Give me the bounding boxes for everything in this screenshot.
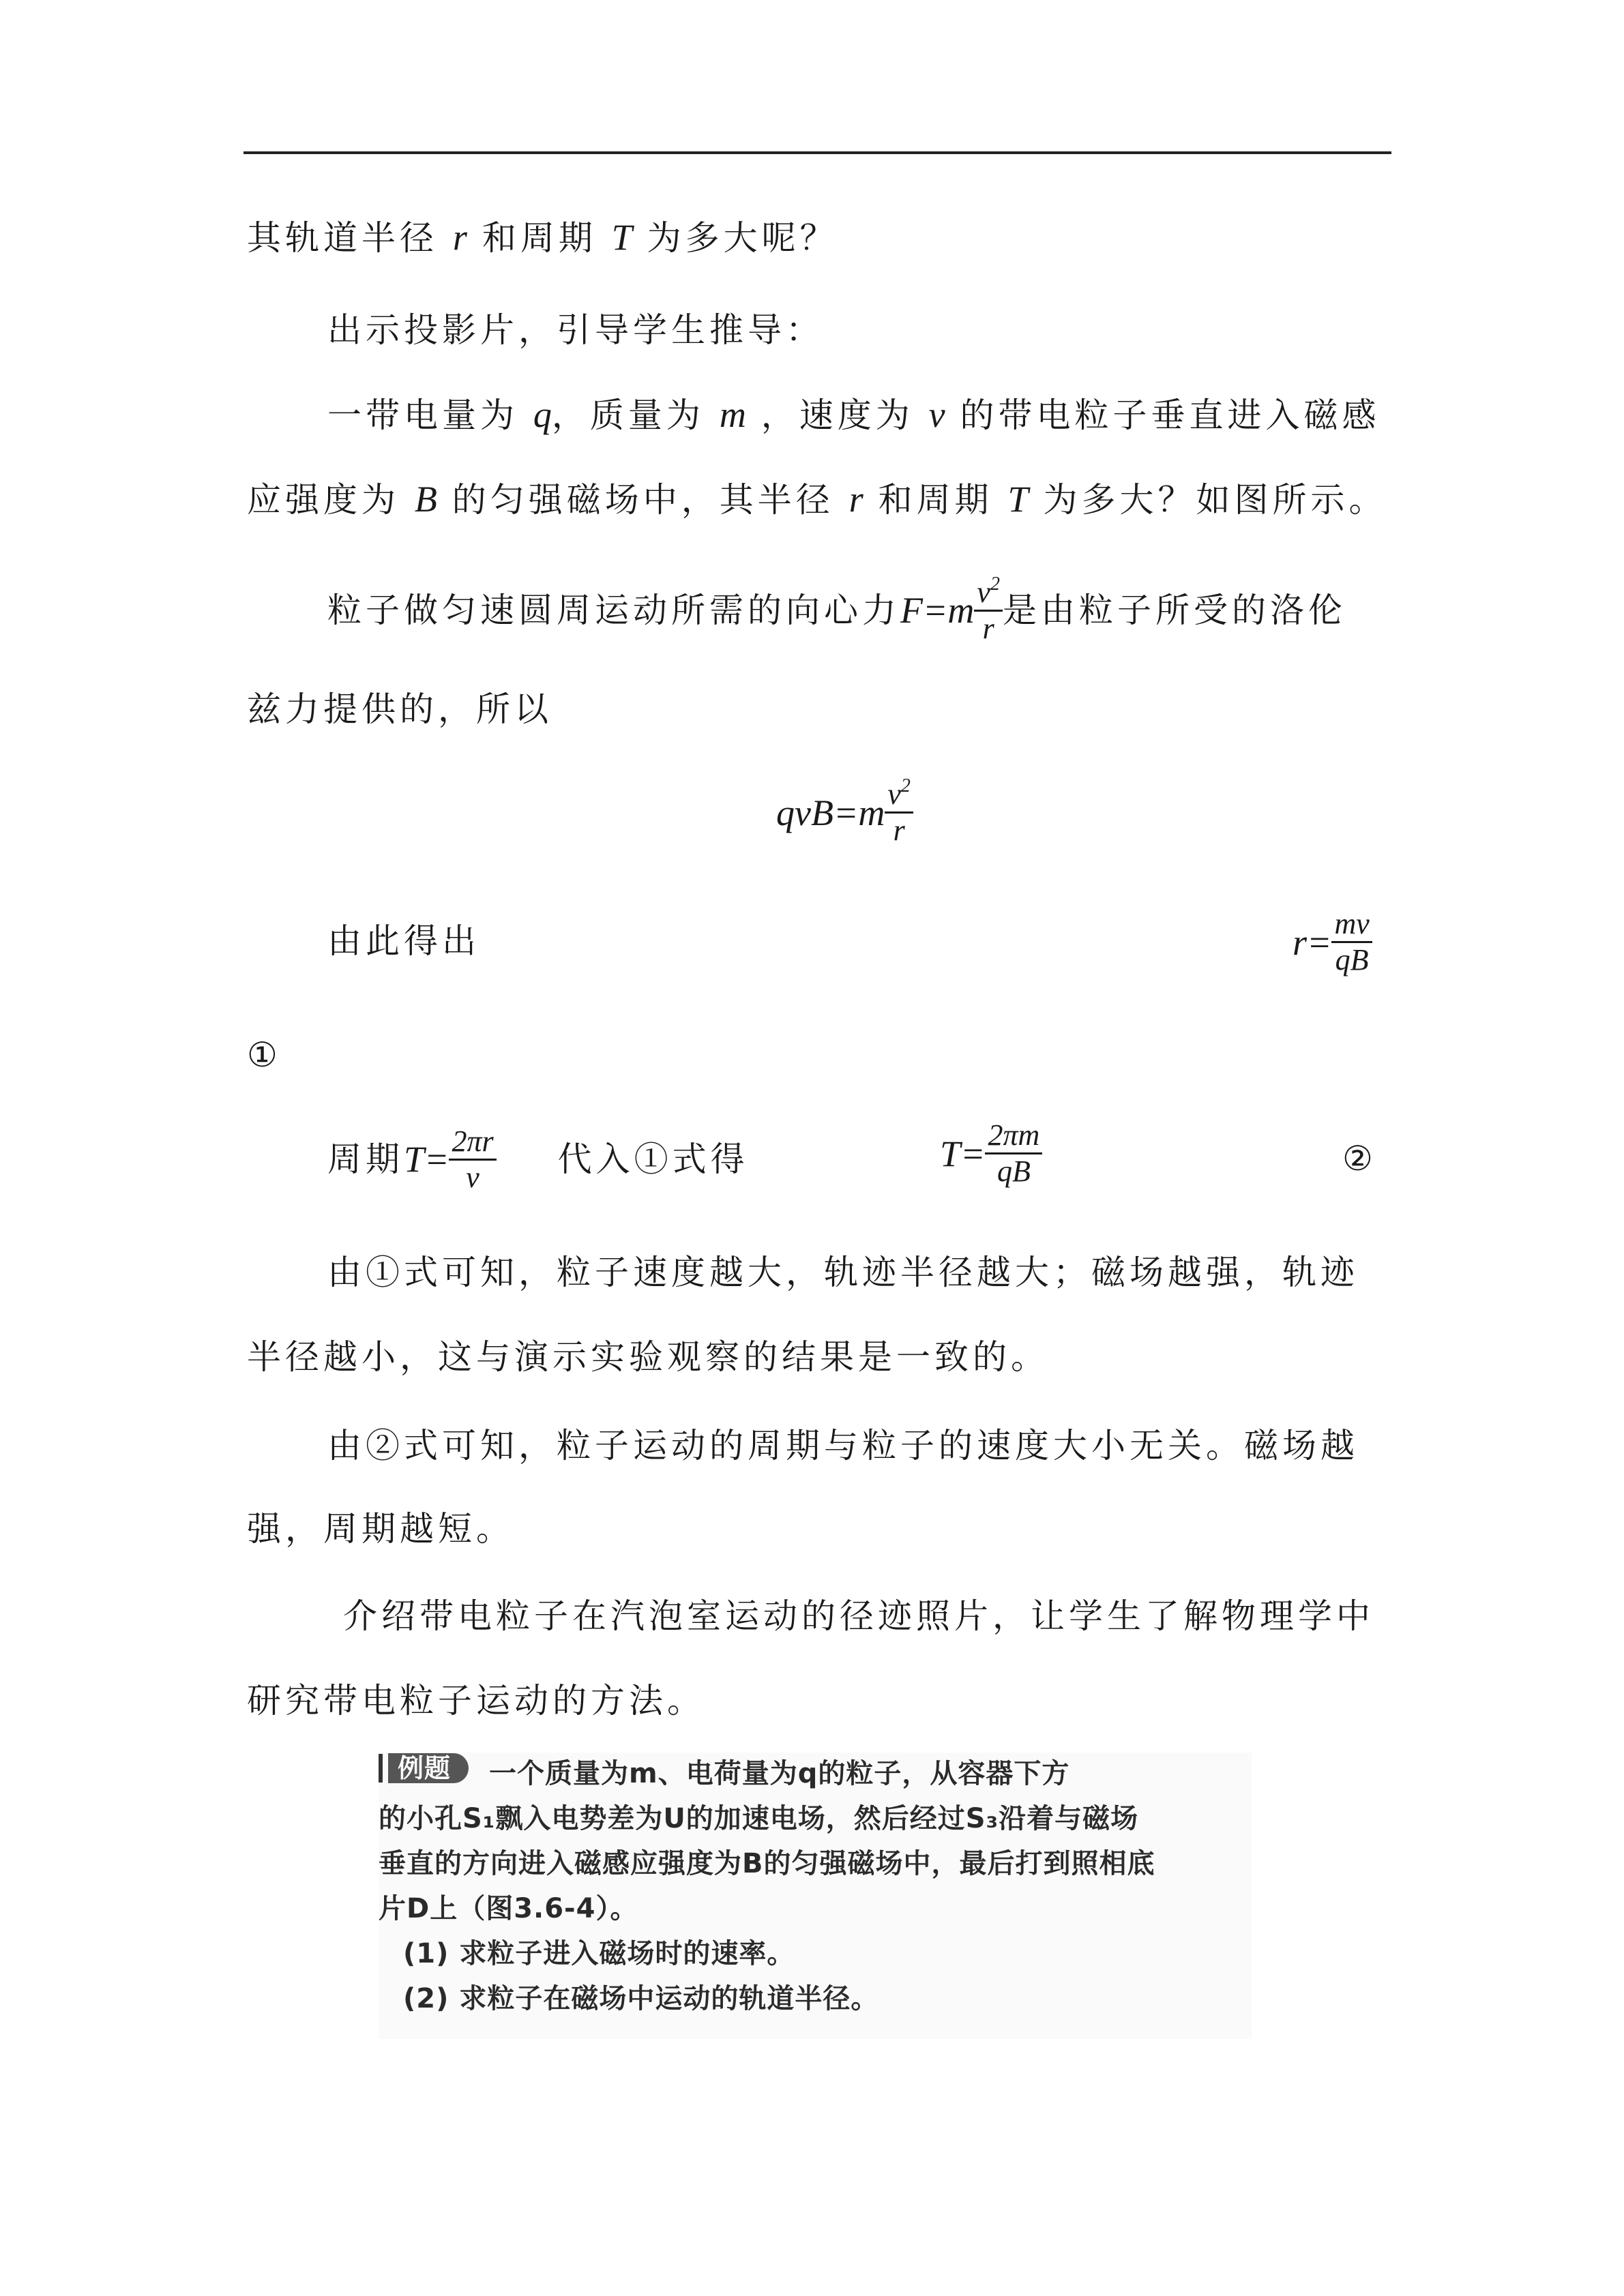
- paragraph-12: 强，周期越短。: [247, 1509, 514, 1549]
- header-rule: [243, 151, 1391, 154]
- example-label: 例题: [388, 1753, 469, 1783]
- paragraph-5: 粒子做匀速圆周运动所需的向心力 F=m $\frac{v^2}{r}$ 是由粒子所受的洛伦: [327, 573, 1346, 645]
- centripetal-fraction: $\frac{v^2}{r}$: [974, 576, 1003, 646]
- paragraph-11: 由②式可知，粒子运动的周期与粒子的速度大小无关。磁场越: [327, 1426, 1359, 1465]
- paragraph-2: 出示投影片，引导学生推导：: [327, 310, 824, 350]
- equation-period: T= $\frac{2\pi m}{qB}$: [940, 1118, 1042, 1189]
- paragraph-7: 由此得出: [327, 921, 480, 961]
- example-line-1: 例题 一个质量为m、电荷量为q的粒子，从容器下方: [379, 1753, 1069, 1795]
- paragraph-9: 由①式可知，粒子速度越大，轨迹半径越大；磁场越强，轨迹: [327, 1253, 1359, 1292]
- period-fraction: $\frac{2\pi r}{v}$: [449, 1124, 496, 1195]
- paragraph-13: 介绍带电粒子在汽泡室运动的径迹照片，让学生了解物理学中: [343, 1596, 1374, 1636]
- example-question-1: (1) 求粒子进入磁场时的速率。: [403, 1938, 795, 1969]
- example-problem-image: [379, 1753, 1252, 2039]
- equation-lorentz: qvB=m $\frac{v^2}{r}$: [776, 777, 913, 848]
- example-question-2: (2) 求粒子在磁场中运动的轨道半径。: [403, 1983, 879, 2014]
- paragraph-14: 研究带电粒子运动的方法。: [247, 1681, 705, 1720]
- example-line-2: 的小孔S₁飘入电势差为U的加速电场，然后经过S₃沿着与磁场: [379, 1803, 1139, 1834]
- paragraph-3: 一带电量为 q，质量为 m ，速度为 v 的带电粒子垂直进入磁感: [327, 394, 1381, 435]
- paragraph-4: 应强度为 B 的匀强磁场中，其半径 r 和周期 T 为多大？如图所示。: [247, 479, 1387, 520]
- paragraph-8: 周期 T= $\frac{2\pi r}{v}$ 代入①式得: [327, 1124, 749, 1194]
- paragraph-6: 兹力提供的，所以: [247, 689, 552, 729]
- equation-marker-2: ②: [1342, 1139, 1373, 1178]
- example-line-4: 片D上（图3.6-4）。: [379, 1893, 638, 1924]
- paragraph-10: 半径越小，这与演示实验观察的结果是一致的。: [247, 1337, 1049, 1377]
- equation-marker-1: ①: [247, 1035, 278, 1075]
- example-line-3: 垂直的方向进入磁感应强度为B的匀强磁场中，最后打到照相底: [379, 1848, 1155, 1879]
- paragraph-1: 其轨道半径 r 和周期 T 为多大呢？: [247, 217, 838, 258]
- equation-radius: r= $\frac{mv}{qB}$: [1293, 907, 1372, 977]
